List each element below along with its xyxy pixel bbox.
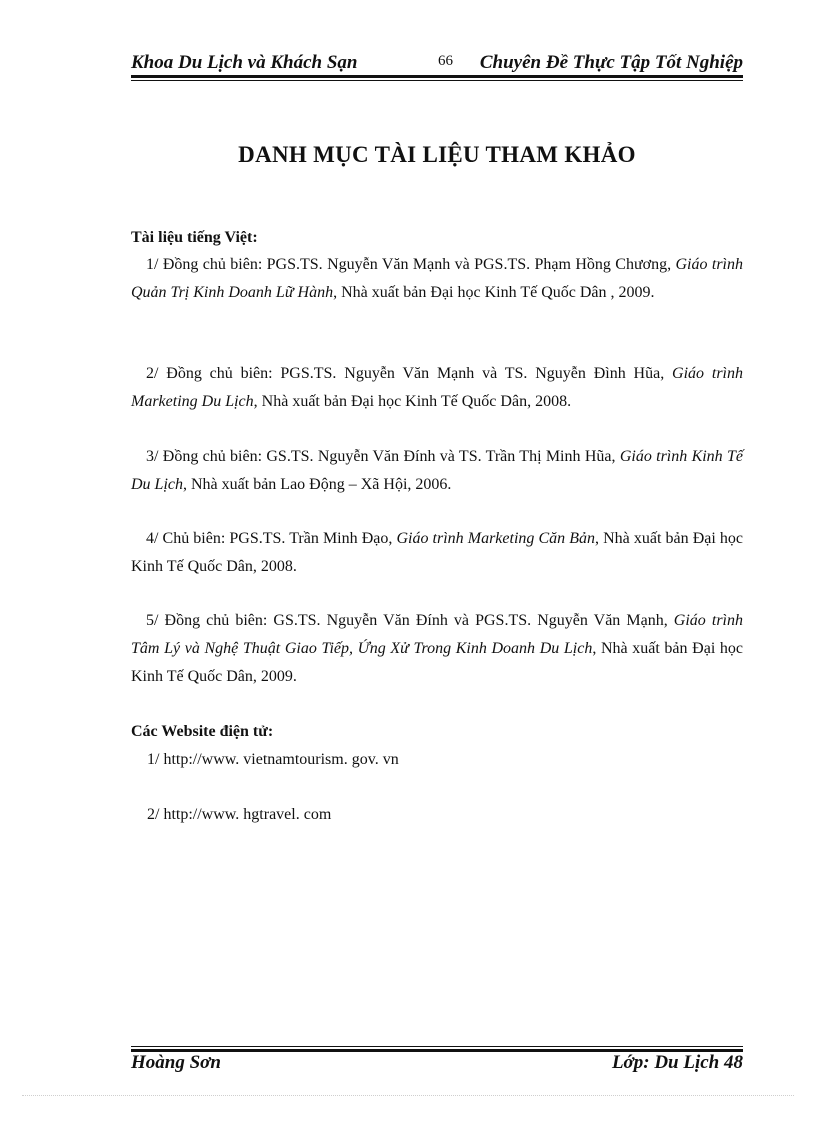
reference-item: 1/ Đồng chủ biên: PGS.TS. Nguyễn Văn Mạnh và PGS.TS. Phạm Hồng Chương, Giáo trình Quản Trị Kinh Doanh Lữ Hành, Nhà xuất bản Đại học Kinh Tế Quốc Dân , 2009. [131, 256, 743, 301]
page-bottom-dotted-line [22, 1095, 794, 1096]
header-rule-thick [131, 75, 743, 78]
reference-item: 5/ Đồng chủ biên: GS.TS. Nguyễn Văn Đính và PGS.TS. Nguyễn Văn Mạnh, Giáo trình Tâm Lý và Nghệ Thuật Giao Tiếp, Ứng Xử Trong Kinh Doanh Du Lịch, Nhà xuất bản Đại học Kinh Tế Quốc Dân, 2009. [131, 612, 743, 685]
reference-item: 3/ Đồng chủ biên: GS.TS. Nguyễn Văn Đính và TS. Trần Thị Minh Hũa, Giáo trình Kinh Tế Du Lịch, Nhà xuất bản Lao Động – Xã Hội, 2006. [131, 448, 744, 493]
page-footer [131, 1052, 743, 1078]
header-report-type: Chuyên Đề Thực Tập Tốt Nghiệp [479, 52, 743, 73]
header-rule-thin [131, 80, 743, 81]
section-heading-vietnamese: Tài liệu tiếng Việt: [131, 229, 258, 246]
footer-rule-thin [131, 1046, 743, 1047]
reference-item: 4/ Chủ biên: PGS.TS. Trần Minh Đạo, Giáo trình Marketing Căn Bản, Nhà xuất bản Đại học Kinh Tế Quốc Dân, 2008. [131, 530, 743, 575]
header-faculty: Khoa Du Lịch và Khách Sạn [131, 52, 358, 73]
website-link[interactable]: 1/ http://www. vietnamtourism. gov. vn [147, 751, 399, 768]
page-number: 66 [438, 53, 453, 69]
section-heading-websites: Các Website điện tử: [131, 723, 274, 740]
page-title: DANH MỤC TÀI LIỆU THAM KHẢO [238, 142, 636, 167]
reference-item: 2/ Đồng chủ biên: PGS.TS. Nguyễn Văn Mạnh và TS. Nguyễn Đình Hũa, Giáo trình Marketing Du Lịch, Nhà xuất bản Đại học Kinh Tế Quốc Dân, 2008. [131, 365, 743, 410]
website-link[interactable]: 2/ http://www. hgtravel. com [147, 806, 332, 823]
footer-author: Hoàng Sơn [131, 1052, 221, 1073]
footer-class: Lớp: Du Lịch 48 [611, 1052, 743, 1073]
